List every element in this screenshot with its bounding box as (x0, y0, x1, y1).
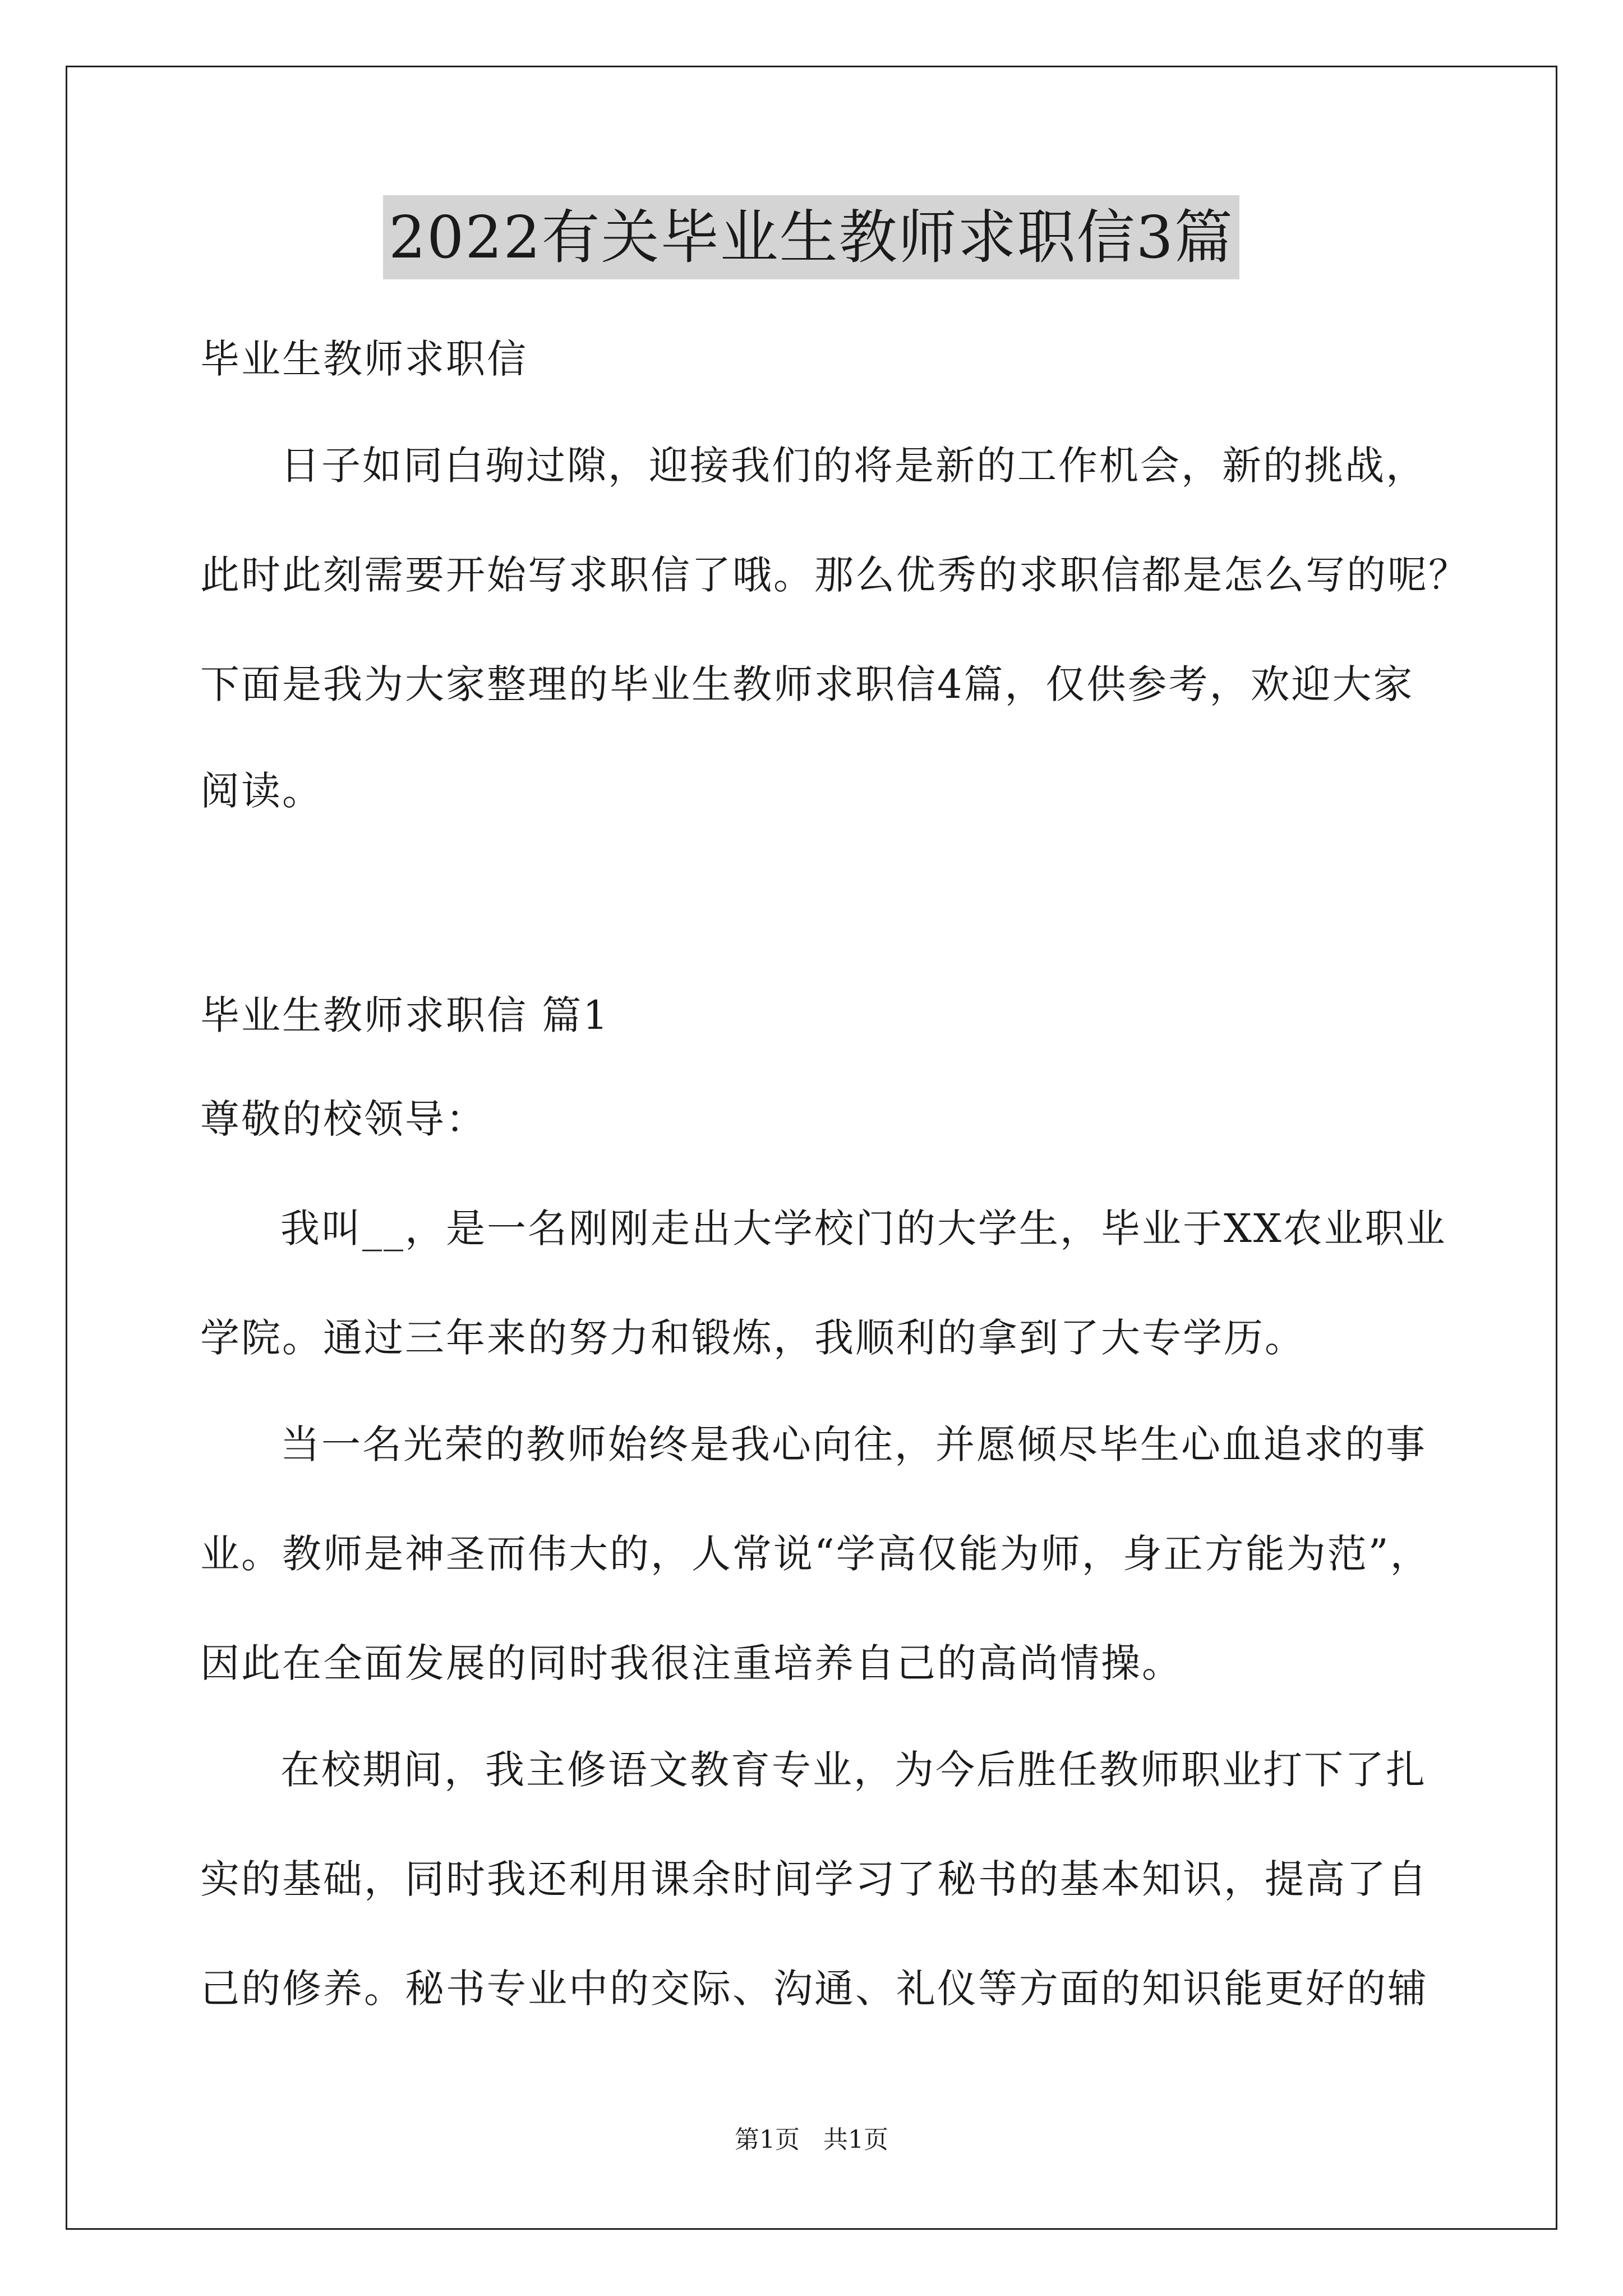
section-heading: 毕业生教师求职信 (200, 336, 528, 382)
paragraph-line: 在校期间，我主修语文教育专业，为今后胜任教师职业打下了扎 (280, 1747, 1427, 1793)
paragraph-line: 我叫__，是一名刚刚走出大学校门的大学生，毕业于XX农业职业 (280, 1205, 1447, 1251)
intro-line: 此时此刻需要开始写求职信了哦。那么优秀的求职信都是怎么写的呢？ (200, 552, 1469, 598)
intro-line: 日子如同白驹过隙，迎接我们的将是新的工作机会，新的挑战， (280, 443, 1427, 489)
paragraph-line: 业。教师是神圣而伟大的，人常说“学高仅能为师，身正方能为范”， (200, 1531, 1431, 1577)
intro-line: 阅读。 (200, 768, 323, 814)
salutation: 尊敬的校领导： (200, 1096, 487, 1142)
letter-heading: 毕业生教师求职信 篇1 (200, 992, 610, 1038)
paragraph-line: 学院。通过三年来的努力和锻炼，我顺利的拿到了大专学历。 (200, 1315, 1306, 1361)
page-footer: 第1页 共1页 (735, 2125, 888, 2154)
paragraph-line: 己的修养。秘书专业中的交际、沟通、礼仪等方面的知识能更好的辅 (200, 1966, 1428, 2012)
paragraph-line: 因此在全面发展的同时我很注重培养自己的高尚情操。 (200, 1640, 1183, 1686)
document-title: 2022有关毕业生教师求职信3篇 (383, 195, 1239, 279)
paragraph-line: 实的基础，同时我还利用课余时间学习了秘书的基本知识，提高了自 (200, 1856, 1428, 1902)
intro-line: 下面是我为大家整理的毕业生教师求职信4篇，仅供参考，欢迎大家 (200, 661, 1414, 707)
paragraph-line: 当一名光荣的教师始终是我心向往，并愿倾尽毕生心血追求的事 (280, 1421, 1427, 1467)
